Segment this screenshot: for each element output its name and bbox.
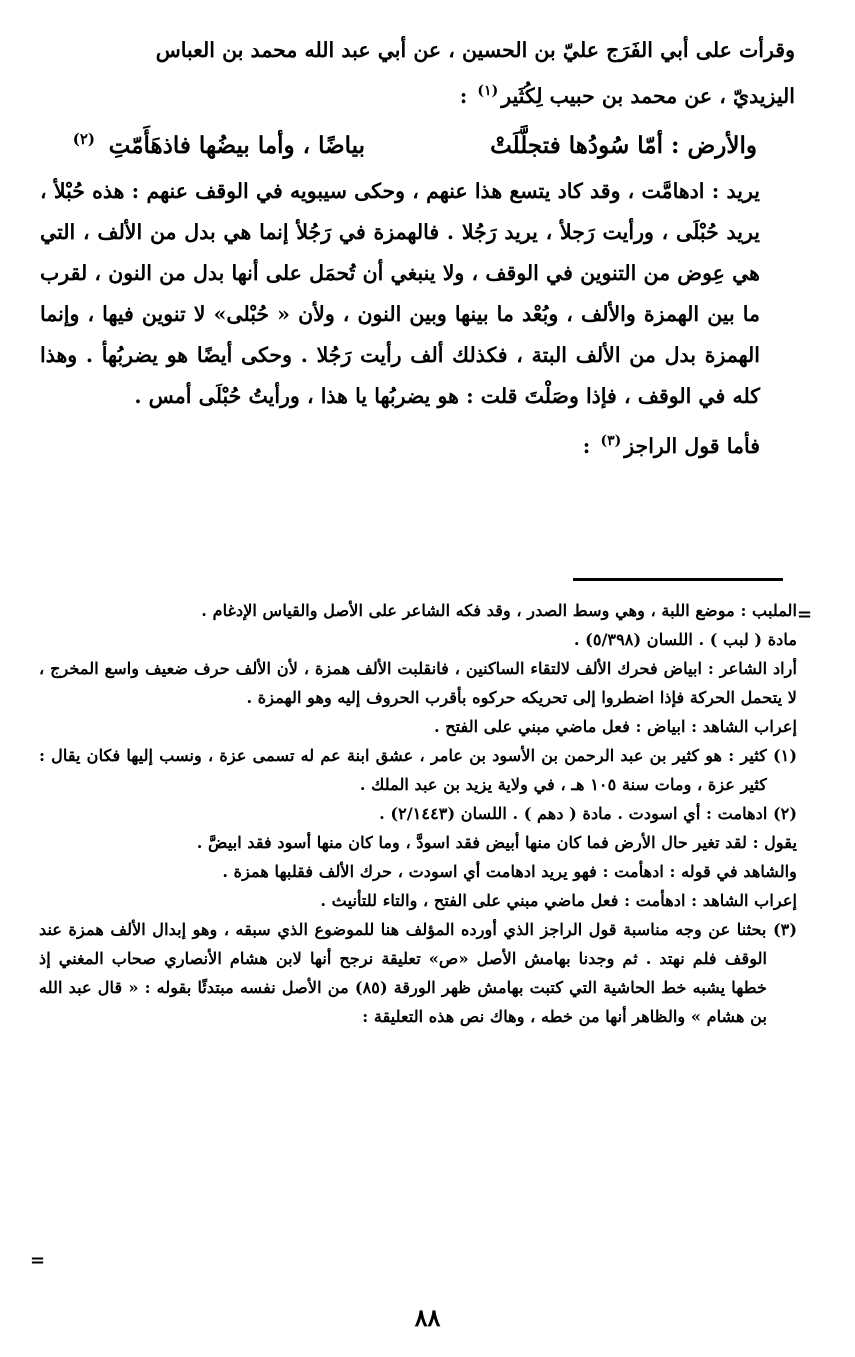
body-line-2-end: : [459, 83, 468, 108]
main-text [40, 30, 795, 467]
footnote-ref-3: (٣) [600, 432, 622, 449]
body-paragraph-2-end: : [582, 433, 591, 458]
footnote-continued-1: الملبب : موضع اللبة ، وهي وسط الصدر ، وقد فكه الشاعر على الأصل والقياس الإدغام . [201, 601, 797, 620]
body-line-1 [40, 30, 795, 71]
verse-hemistich-2: بياضًا ، وأما بيضُها فاذهَأَمّتِ [108, 131, 365, 159]
body-paragraph-1 [40, 171, 795, 417]
body-paragraph-2-text: فأما قول الراجز [624, 433, 760, 458]
body-line-2-text: اليزيديّ ، عن محمد بن حبيب لِكُثَير [501, 83, 795, 108]
footnote-continued-2: مادة ( لبب ) . اللسان (٥/٣٩٨) . [573, 630, 797, 649]
verse-hemistich-1: والأرض : أمّا سُودُها فتجلَّلَتْ [490, 131, 757, 159]
poetry-verse [40, 119, 795, 165]
footnote-3: (٣) بحثنا عن وجه مناسبة قول الراجز الذي أورده المؤلف هنا للموضوع الذي سبقه ، وهو إبدال الألف همزة عند الوقف فلم نهتد . ثم وجدنا بهامش الأصل «ص» تعليقة نرجح أنها لابن هشام الأنصاري صحاب المغني إذ خطها يشبه خط الحاشية التي كتبت بهامش ظهر الورقة (٨٥) من الأصل نفسه مبتدئًا بقوله : « قال عبد الله بن هشام » والظاهر أنها من خطه ، وهاك نص هذه التعليقة : [39, 920, 797, 1026]
body-paragraph-2 [40, 421, 795, 467]
footnote-2-meaning: يقول : لقد تغير حال الأرض فما كان منها أبيض فقد اسودَّ ، وما كان منها أسود فقد ابيضَّ . [196, 833, 797, 852]
footnote-separator [573, 578, 783, 581]
continuation-marker-top: = [797, 604, 813, 625]
footnote-ref-1: (١) [477, 83, 499, 99]
continuation-marker-bottom: = [30, 1250, 46, 1271]
footnote-ref-2: (٢) [72, 129, 95, 148]
footnotes [39, 596, 797, 1031]
footnote-1: (١) كثير : هو كثير بن عبد الرحمن بن الأسود بن عامر ، عشق ابنة عم له تسمى عزة ، ونسب إليها فكان يقال : كثير عزة ، ومات سنة ١٠٥ هـ ، في ولاية يزيد بن عبد الملك . [39, 746, 797, 794]
footnote-2-parsing: إعراب الشاهد : ادهأمت : فعل ماضي مبني على الفتح ، والتاء للتأنيث . [320, 891, 797, 910]
page-number: ٨٨ [414, 1303, 441, 1332]
footnote-2: (٢) ادهامت : أي اسودت . مادة ( دهم ) . اللسان (٢/١٤٤٣) . [379, 804, 797, 823]
footnote-2-evidence: والشاهد في قوله : ادهأمت : فهو يريد ادهامت أي اسودت ، حرك الألف فقلبها همزة . [222, 862, 797, 881]
body-paragraph-1-text: يريد : ادهامَّت ، وقد كاد يتسع هذا عنهم ، وحكى سيبويه في الوقف عنهم : هذه حُبْلأ ، يريد حُبْلَى ، ورأيت رَجلأ ، يريد رَجُلا . فالهمزة في رَجُلأ إنما هي بدل من الألف ، التي هي عِوض من التنوين في الوقف ، ولا ينبغي أن تُحمَل على أنها بدل من النون ، لقرب ما بين الهمزة والألف ، وبُعْد ما بينها وبين النون ، ولأن « حُبْلى» لا تنوين فيها ، وإنما الهمزة بدل من الألف البتة ، فكذلك ألف رأيت رَجُلا . وحكى أيضًا هو يضربُهأ . وهذا كله في الوقف ، فإذا وصَلْتَ قلت : هو يضربُها يا هذا ، ورأيتُ حُبْلَى أمس . [40, 178, 760, 408]
footnote-continued-4: إعراب الشاهد : ابياض : فعل ماضي مبني على الفتح . [433, 717, 797, 736]
body-line-2 [40, 71, 795, 117]
body-line-1-text: وقرأت على أبي الفَرَج عليّ بن الحسين ، عن أبي عبد الله محمد بن العباس [155, 38, 795, 62]
footnote-continued-3: أراد الشاعر : ابياض فحرك الألف لالتقاء الساكنين ، فانقلبت الألف همزة ، لأن الألف حرف ضعيف واسع المخرج ، لا يتحمل الحركة فإذا اضطروا إلى تحريكه حركوه بأقرب الحروف إليه وهو الهمزة . [39, 659, 797, 707]
